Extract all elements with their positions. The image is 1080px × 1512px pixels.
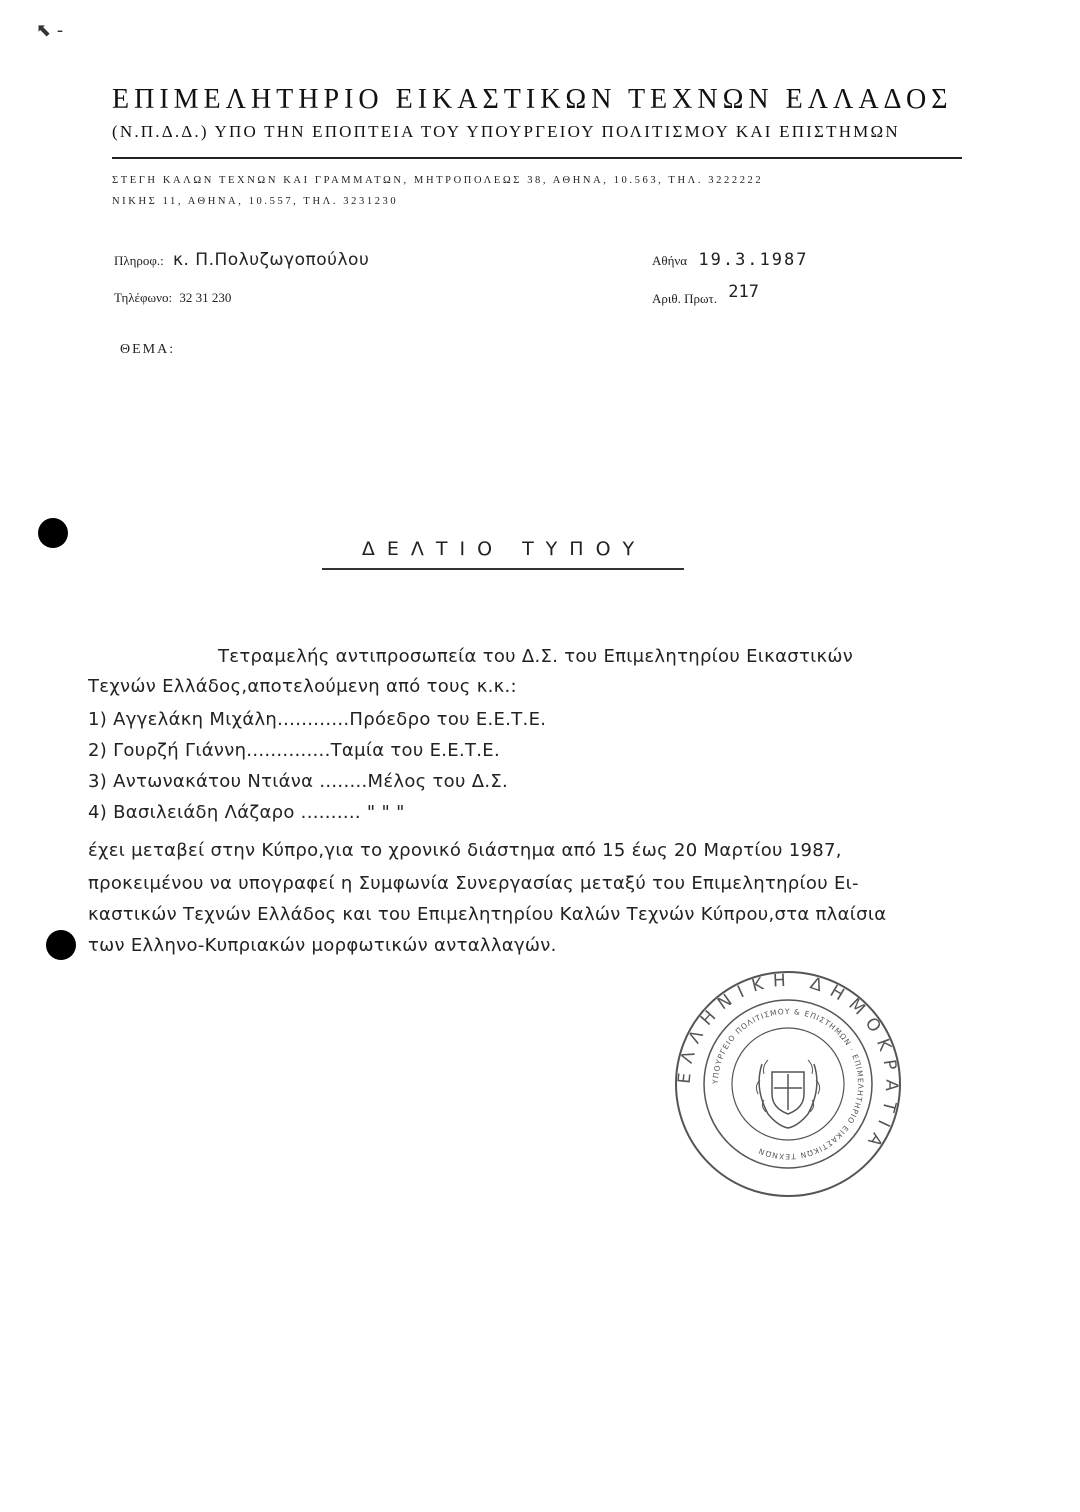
member-line: 2) Γουρζή Γιάννη..............Ταμία του Ε.Ε.Τ.Ε. (88, 740, 500, 761)
address-line-1: ΣΤΕΓΗ ΚΑΛΩΝ ΤΕΧΝΩΝ ΚΑΙ ΓΡΑΜΜΑΤΩΝ, ΜΗΤΡΟΠΟΛΕΩΣ 38, ΑΘΗΝΑ, 10.563, ΤΗΛ. 3222222 (112, 175, 764, 186)
date-info (652, 250, 808, 270)
body-line: Τετραμελής αντιπροσωπεία του Δ.Σ. του Επιμελητηρίου Εικαστικών (218, 646, 854, 667)
phone-label: Τηλέφωνο: (114, 290, 173, 305)
body-line: Τεχνών Ελλάδος,αποτελούμενη από τους κ.κ.: (88, 676, 517, 697)
header-divider (112, 157, 962, 159)
body-line: των Ελληνο-Κυπριακών μορφωτικών ανταλλαγών. (88, 935, 557, 956)
punch-hole-top (38, 518, 68, 548)
contact-info (114, 250, 369, 270)
phone-info (114, 290, 231, 306)
body-line: έχει μεταβεί στην Κύπρο,για το χρονικό διάστημα από 15 έως 20 Μαρτίου 1987, (88, 840, 842, 861)
member-line: 3) Αντωνακάτου Ντιάνα ........Μέλος του Δ.Σ. (88, 771, 509, 792)
contact-label: Πληροφ.: (114, 253, 164, 268)
subject-label: ΘΕΜΑ: (120, 342, 176, 357)
protocol-value: 217 (728, 282, 759, 302)
punch-hole-bottom (46, 930, 76, 960)
protocol-info (652, 282, 759, 308)
stamp-inner-text: ΥΠΟΥΡΓΕΙΟ ΠΟΛΙΤΙΣΜΟΥ & ΕΠΙΣΤΗΜΩΝ · ΕΠΙΜΕΛΗΤΗΡΙΟ ΕΙΚΑΣΤΙΚΩΝ ΤΕΧΝΩΝ (710, 1006, 866, 1162)
phone-value: 32 31 230 (179, 290, 232, 305)
address-line-2: ΝΙΚΗΣ 11, ΑΘΗΝΑ, 10.557, ΤΗΛ. 3231230 (112, 196, 399, 207)
stamp-outer-text: ΕΛΛΗΝΙΚΗ ΔΗΜΟΚΡΑΤΙΑ (674, 970, 902, 1158)
date-value: 19.3.1987 (698, 250, 809, 270)
member-line: 4) Βασιλειάδη Λάζαρο .......... " " " (88, 802, 405, 823)
body-line: προκειμένου να υπογραφεί η Συμφωνία Συνεργασίας μεταξύ του Επιμελητηρίου Ει- (88, 873, 859, 894)
protocol-label: Αριθ. Πρωτ. (652, 291, 718, 306)
body-line: καστικών Τεχνών Ελλάδος και του Επιμελητηρίου Καλών Τεχνών Κύπρου,στα πλαίσια (88, 904, 887, 925)
press-release-underline (322, 568, 684, 570)
organization-subtitle: (Ν.Π.Δ.Δ.) ΥΠΟ ΤΗΝ ΕΠΟΠΤΕΙΑ ΤΟΥ ΥΠΟΥΡΓΕΙΟΥ ΠΟΛΙΤΙΣΜΟΥ ΚΑΙ ΕΠΙΣΤΗΜΩΝ (112, 122, 900, 141)
member-line: 1) Αγγελάκη Μιχάλη............Πρόεδρο του Ε.Ε.Τ.Ε. (88, 709, 547, 730)
corner-mark: ⬉ - (36, 20, 64, 41)
contact-value: κ. Π.Πολυζωγοπούλου (172, 250, 370, 270)
press-release-title: ΔΕΛΤΙΟ ΤΥΠΟΥ (361, 538, 647, 560)
official-stamp (672, 968, 904, 1200)
place-label: Αθήνα (652, 253, 688, 268)
organization-title: ΕΠΙΜΕΛΗΤΗΡΙΟ ΕΙΚΑΣΤΙΚΩΝ ΤΕΧΝΩΝ ΕΛΛΑΔΟΣ (112, 84, 953, 115)
svg-text:ΕΛΛΗΝΙΚΗ ΔΗΜΟΚΡΑΤΙΑ (675, 971, 902, 1158)
